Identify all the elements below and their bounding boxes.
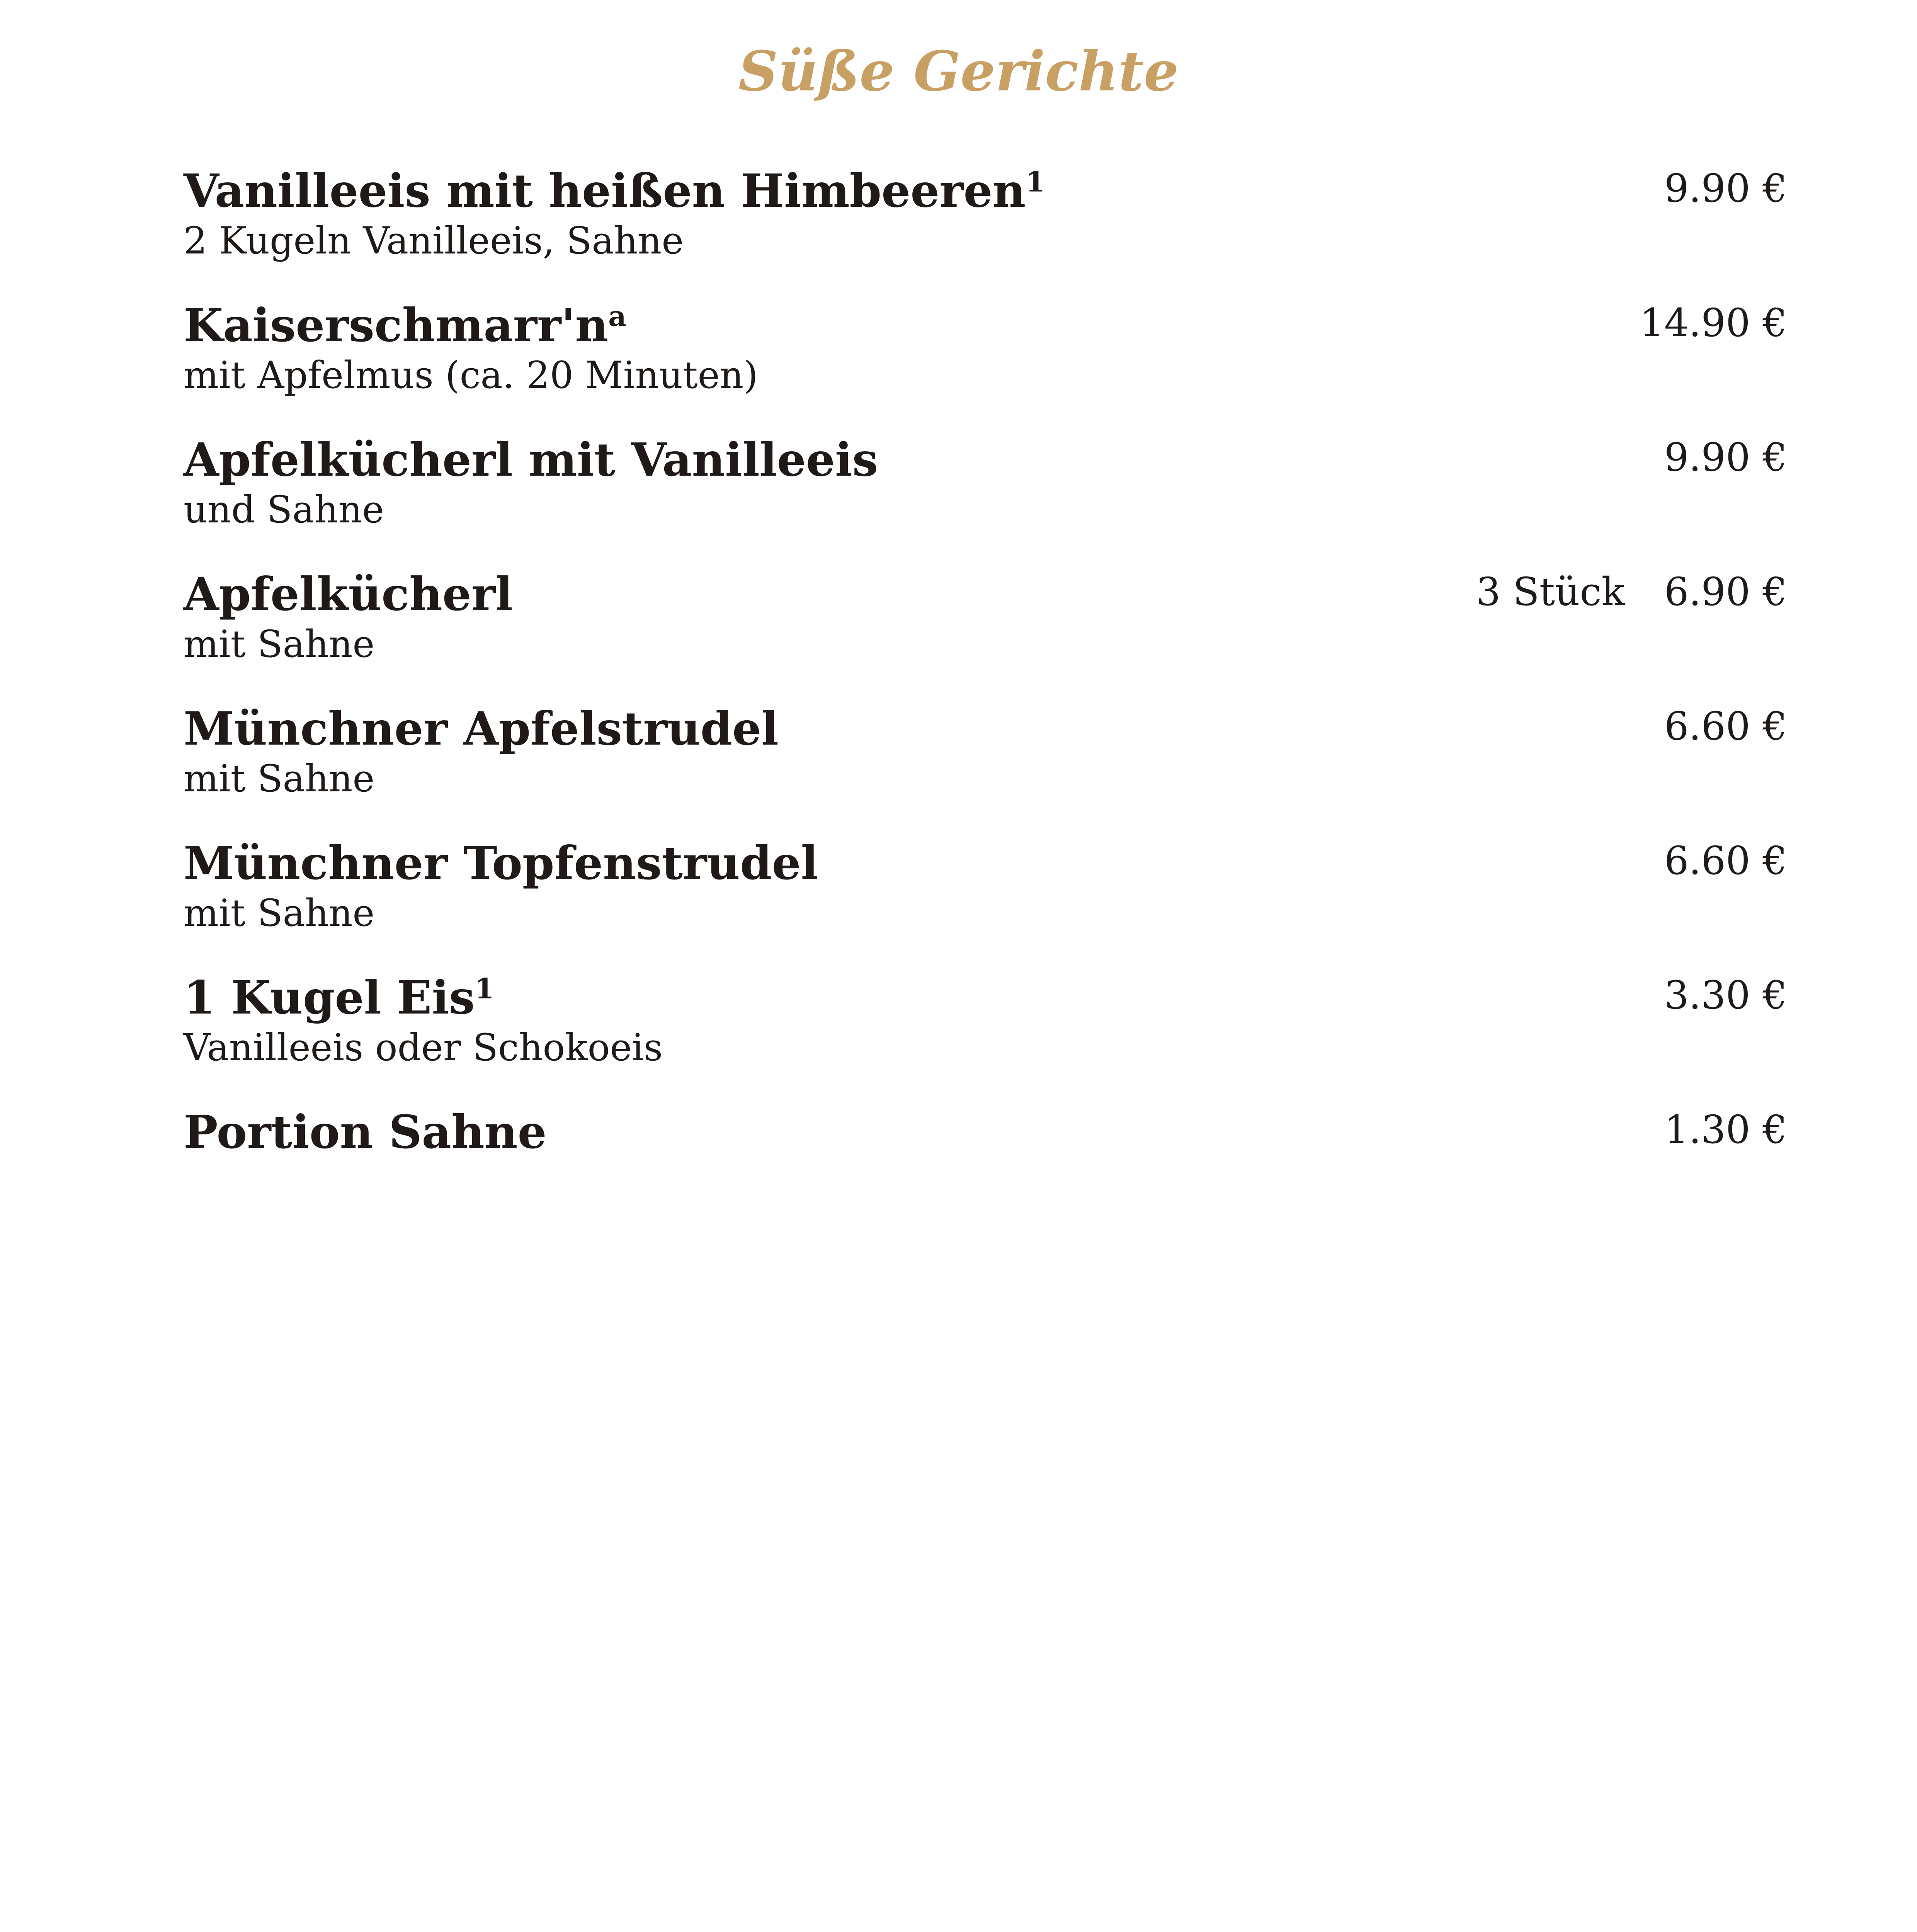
item-name: Münchner Apfelstrudel	[184, 702, 779, 755]
item-name: Vanilleeis mit heißen Himbeeren$^1$	[184, 164, 1045, 218]
item-price: 9.90 €	[1664, 166, 1787, 211]
menu-item	[184, 1104, 1787, 1238]
item-description: Vanilleeis oder Schokoeis	[184, 1026, 663, 1069]
item-description: mit Sahne	[184, 757, 375, 800]
menu-item	[184, 835, 1787, 969]
item-name: Apfelkücherl	[184, 567, 513, 621]
menu-item	[184, 431, 1787, 566]
item-price: 14.90 €	[1640, 300, 1787, 345]
item-description: und Sahne	[184, 488, 384, 531]
allergen-marker: 1	[1026, 165, 1045, 198]
item-description: 2 Kugeln Vanilleeis, Sahne	[184, 219, 684, 262]
item-name: $Kaiserschmarr'n^a$	[184, 298, 626, 352]
item-price: 6.60 €	[1664, 704, 1787, 749]
item-description: mit Sahne	[184, 891, 375, 935]
menu-item	[184, 566, 1787, 700]
item-name: 1 Kugel Eis$^1$	[184, 971, 494, 1024]
allergen-marker: a	[608, 299, 626, 333]
item-description: mit Sahne	[184, 622, 375, 666]
item-name: Münchner Topfenstrudel	[184, 836, 818, 890]
item-price: 1.30 €	[1664, 1107, 1787, 1152]
item-price: 6.90 €	[1664, 569, 1787, 614]
menu-list	[184, 162, 1787, 1238]
menu-item	[184, 700, 1787, 835]
menu-item	[184, 297, 1787, 431]
item-quantity: 3 Stück	[1476, 569, 1625, 614]
item-name: Apfelkücherl mit Vanilleeis	[184, 433, 878, 486]
page-title: Süße Gerichte	[738, 39, 1179, 104]
menu-item	[184, 162, 1787, 297]
item-price: 3.30 €	[1664, 973, 1787, 1018]
item-description: mit Apfelmus (ca. 20 Minuten)	[184, 353, 758, 397]
item-price: 6.60 €	[1664, 838, 1787, 883]
item-name: Portion Sahne	[184, 1105, 547, 1159]
menu-item	[184, 969, 1787, 1104]
item-price: 9.90 €	[1664, 435, 1787, 480]
allergen-marker: 1	[475, 972, 494, 1005]
